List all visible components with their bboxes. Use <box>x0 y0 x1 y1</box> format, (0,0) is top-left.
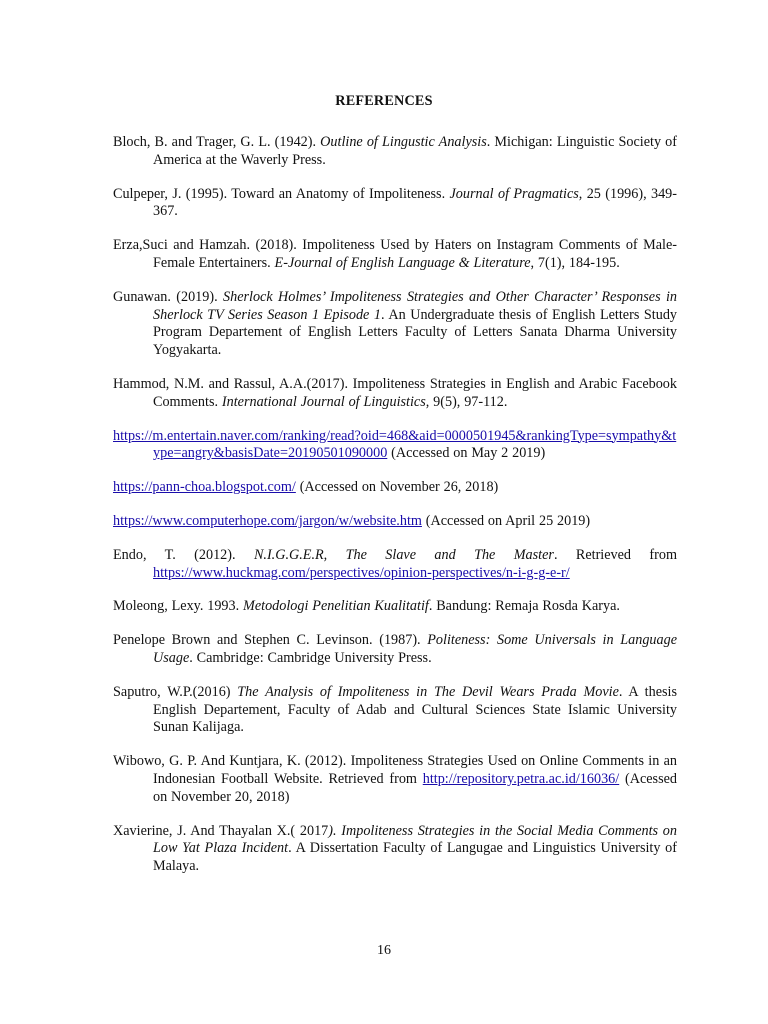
reference-text: (Accessed on May 2 2019) <box>387 445 546 462</box>
reference-entry <box>113 632 677 668</box>
reference-entry <box>113 513 677 531</box>
reference-entry <box>113 376 677 412</box>
reference-entry <box>113 289 677 360</box>
reference-title: Outline of Lingustic Analysis <box>320 134 487 150</box>
reference-text: . An Undergraduate thesis of English Letters Study Program Departement of English Letters Faculty of Letters Sanata Dharma University Yogyakarta. <box>153 306 678 359</box>
reference-text: Bloch, B. and Trager, G. L. (1942). <box>113 134 321 150</box>
reference-link[interactable]: https://www.computerhope.com/jargon/w/website.htm <box>113 512 422 529</box>
reference-text: Gunawan. (2019). <box>113 288 224 305</box>
reference-title: ). Impoliteness Strategies in the Social Media Comments on Low Yat Plaza Incident <box>153 822 677 857</box>
reference-link[interactable]: http://repository.petra.ac.id/16036/ <box>422 770 620 787</box>
reference-text: . Retrieved from <box>553 546 677 563</box>
reference-entry <box>113 479 677 497</box>
reference-text: Erza,Suci and Hamzah. (2018). Impoliteness Used by Haters on Instagram Comments of Male-Female Entertainers. <box>113 237 677 271</box>
reference-text: Hammod, N.M. and Rassul, A.A.(2017). Impoliteness Strategies in English and Arabic Facebook Comments. <box>113 375 677 410</box>
reference-text: Penelope Brown and Stephen C. Levinson. (1987). <box>113 632 428 649</box>
reference-title: The Analysis of Impoliteness in The Devil Wears Prada Movie <box>237 683 619 700</box>
reference-entry <box>113 134 677 170</box>
reference-entry <box>113 237 677 273</box>
reference-text: . Cambridge: Cambridge University Press. <box>189 649 432 666</box>
reference-text: . Bandung: Remaja Rosda Karya. <box>428 598 620 615</box>
reference-text: . A Dissertation Faculty of Langugae and Linguistics University of Malaya. <box>153 840 678 875</box>
reference-entry <box>113 598 677 616</box>
reference-entry <box>113 186 677 222</box>
reference-title: Metodologi Penelitian Kualitatif <box>243 598 429 615</box>
reference-text: , 25 (1996), 349-367. <box>153 185 677 220</box>
reference-link[interactable]: https://m.entertain.naver.com/ranking/read?oid=468&aid=0000501945&rankingType=sympathy&type=angry&basisDate=20190501090000 <box>113 427 677 462</box>
reference-text: Xavierine, J. And Thayalan X.( 2017 <box>113 822 329 839</box>
reference-title: Sherlock Holmes’ Impoliteness Strategies and Other Character’ Responses in Sherlock TV Series Season 1 Episode 1 <box>153 288 678 323</box>
reference-text: (Acessed on November 20, 2018) <box>153 770 677 805</box>
reference-title: Journal of Pragmatics <box>449 185 579 202</box>
reference-entry <box>113 547 677 583</box>
reference-text: , 9(5), 97-112. <box>425 393 508 410</box>
reference-entry <box>113 753 677 806</box>
reference-entry <box>113 823 677 876</box>
reference-link[interactable]: https://www.huckmag.com/perspectives/opinion-perspectives/n-i-g-g-e-r/ <box>153 564 570 581</box>
reference-text: (Accessed on November 26, 2018) <box>295 479 499 496</box>
reference-text: Wibowo, G. P. And Kuntjara, K. (2012). Impoliteness Strategies Used on Online Comments in an Indonesian Football Website. Retrieved from <box>113 753 677 787</box>
reference-text: Saputro, W.P.(2016) <box>113 683 238 700</box>
reference-title: International Journal of Linguistics <box>221 393 426 410</box>
reference-text: Culpeper, J. (1995). Toward an Anatomy of Impoliteness. <box>113 185 450 202</box>
reference-text: . A thesis English Departement, Faculty of Adab and Cultural Sciences State Islamic University Sunan Kalijaga. <box>153 683 677 736</box>
references-list <box>113 134 677 892</box>
reference-text: . Michigan: Linguistic Society of America at the Waverly Press. <box>153 134 677 168</box>
reference-text: Endo, T. (2012). <box>113 546 254 563</box>
reference-link[interactable]: https://pann-choa.blogspot.com/ <box>113 479 296 496</box>
reference-entry <box>113 428 677 464</box>
reference-text: , 7(1), 184-195. <box>530 254 620 271</box>
page-number: 16 <box>377 943 391 958</box>
reference-entry <box>113 684 677 737</box>
reference-text: Moleong, Lexy. 1993. <box>113 598 244 615</box>
page-title: REFERENCES <box>335 93 433 109</box>
reference-title: N.I.G.G.E.R, The Slave and The Master <box>253 546 554 563</box>
reference-text: (Accessed on April 25 2019) <box>421 512 591 529</box>
reference-title: E-Journal of English Language & Literature <box>274 254 531 271</box>
reference-title: Politeness: Some Universals in Language Usage <box>153 632 677 666</box>
